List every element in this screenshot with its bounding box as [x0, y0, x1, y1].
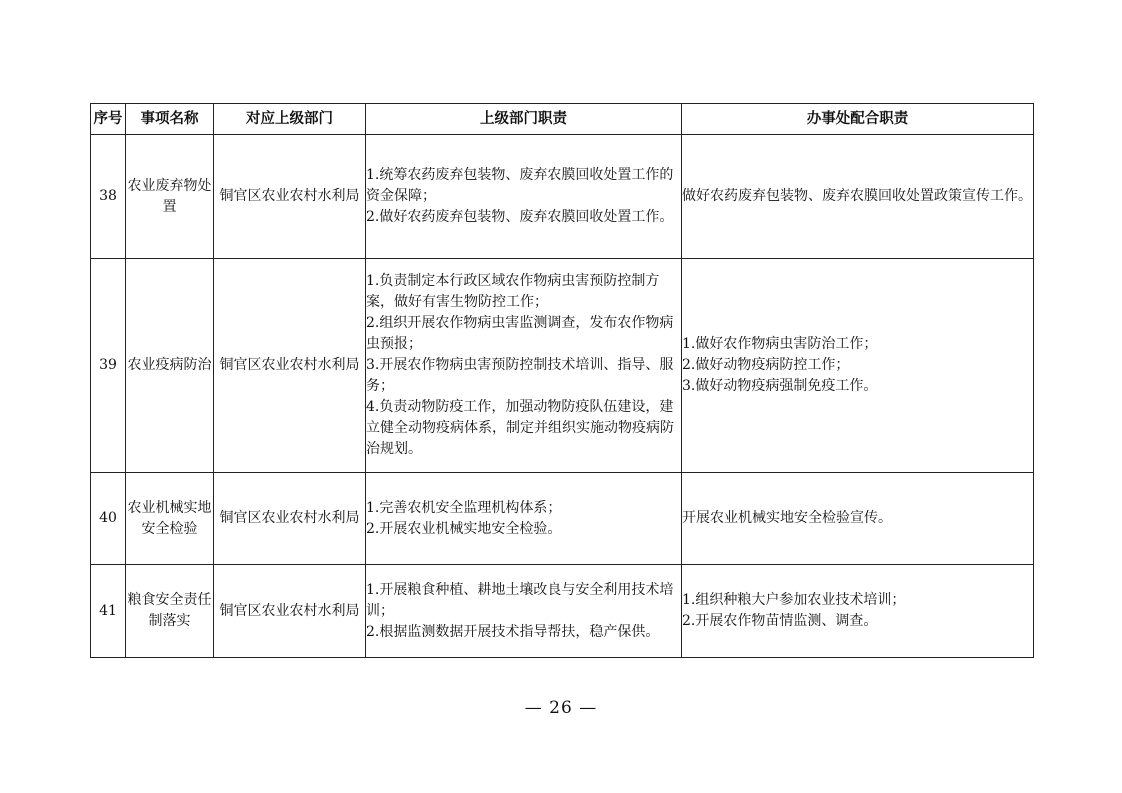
superior-duties — [366, 473, 682, 565]
item-name: 粮食安全责任制落实 — [126, 565, 214, 658]
duty-line: 1.完善农机安全监理机构体系； — [366, 499, 562, 516]
duty-line: 1.开展粮食种植、耕地土壤改良与安全利用技术培训； — [366, 581, 674, 619]
duty-line: 1.组织种粮大户参加农业技术培训； — [682, 592, 906, 608]
row-number: 40 — [91, 473, 126, 565]
duty-line: 3.开展农作物病虫害预防控制技术培训、指导、服务； — [366, 357, 674, 394]
table-row — [91, 473, 1034, 565]
duty-line: 1.统筹农药废弃包装物、废弃农膜回收处置工作的资金保障； — [366, 167, 674, 204]
header-superior-duties: 上级部门职责 — [366, 104, 682, 135]
office-duties — [682, 259, 1034, 473]
header-office-duties: 办事处配合职责 — [682, 104, 1034, 135]
table-header-row — [91, 104, 1034, 135]
page-number: — 26 — — [524, 698, 598, 718]
header-serial-number: 序号 — [91, 104, 126, 135]
office-duties — [682, 473, 1034, 565]
duty-line: 3.做好动物疫病强制免疫工作。 — [682, 378, 878, 394]
superior-duties — [366, 259, 682, 473]
row-number: 41 — [91, 565, 126, 658]
duty-line: 1.做好农作物病虫害防治工作； — [682, 336, 878, 352]
superior-duties — [366, 565, 682, 658]
item-name: 农业疫病防治 — [126, 259, 214, 473]
superior-department: 铜官区农业农村水利局 — [214, 565, 366, 658]
header-item-name: 事项名称 — [126, 104, 214, 135]
row-number: 39 — [91, 259, 126, 473]
duty-table — [90, 103, 1034, 658]
duty-line: 开展农业机械实地安全检验宣传。 — [682, 510, 892, 526]
item-name: 农业机械实地安全检验 — [126, 473, 214, 565]
office-duties — [682, 135, 1034, 259]
office-duties — [682, 565, 1034, 658]
header-superior-department: 对应上级部门 — [214, 104, 366, 135]
duty-line: 1.负责制定本行政区域农作物病虫害预防控制方案，做好有害生物防控工作； — [366, 273, 660, 310]
superior-department: 铜官区农业农村水利局 — [214, 259, 366, 473]
duty-line: 2.组织开展农作物病虫害监测调查，发布农作物病虫预报； — [366, 315, 674, 352]
duty-line: 2.开展农业机械实地安全检验。 — [366, 520, 562, 537]
duty-line: 2.做好动物疫病防控工作； — [682, 357, 850, 373]
duty-line: 2.做好农药废弃包装物、废弃农膜回收处置工作。 — [366, 209, 674, 225]
superior-department: 铜官区农业农村水利局 — [214, 473, 366, 565]
duty-line: 2.根据监测数据开展技术指导帮扶，稳产保供。 — [366, 623, 660, 640]
duty-line: 2.开展农作物苗情监测、调查。 — [682, 613, 878, 629]
duty-line: 4.负责动物防疫工作，加强动物防疫队伍建设，建立健全动物疫病体系，制定并组织实施动物疫病防治规划。 — [366, 399, 674, 457]
superior-duties — [366, 135, 682, 259]
table-row — [91, 135, 1034, 259]
superior-department: 铜官区农业农村水利局 — [214, 135, 366, 259]
duty-line: 做好农药废弃包装物、废弃农膜回收处置政策宣传工作。 — [682, 188, 1032, 204]
table-row — [91, 259, 1034, 473]
item-name: 农业废弃物处置 — [126, 135, 214, 259]
row-number: 38 — [91, 135, 126, 259]
table-row — [91, 565, 1034, 658]
